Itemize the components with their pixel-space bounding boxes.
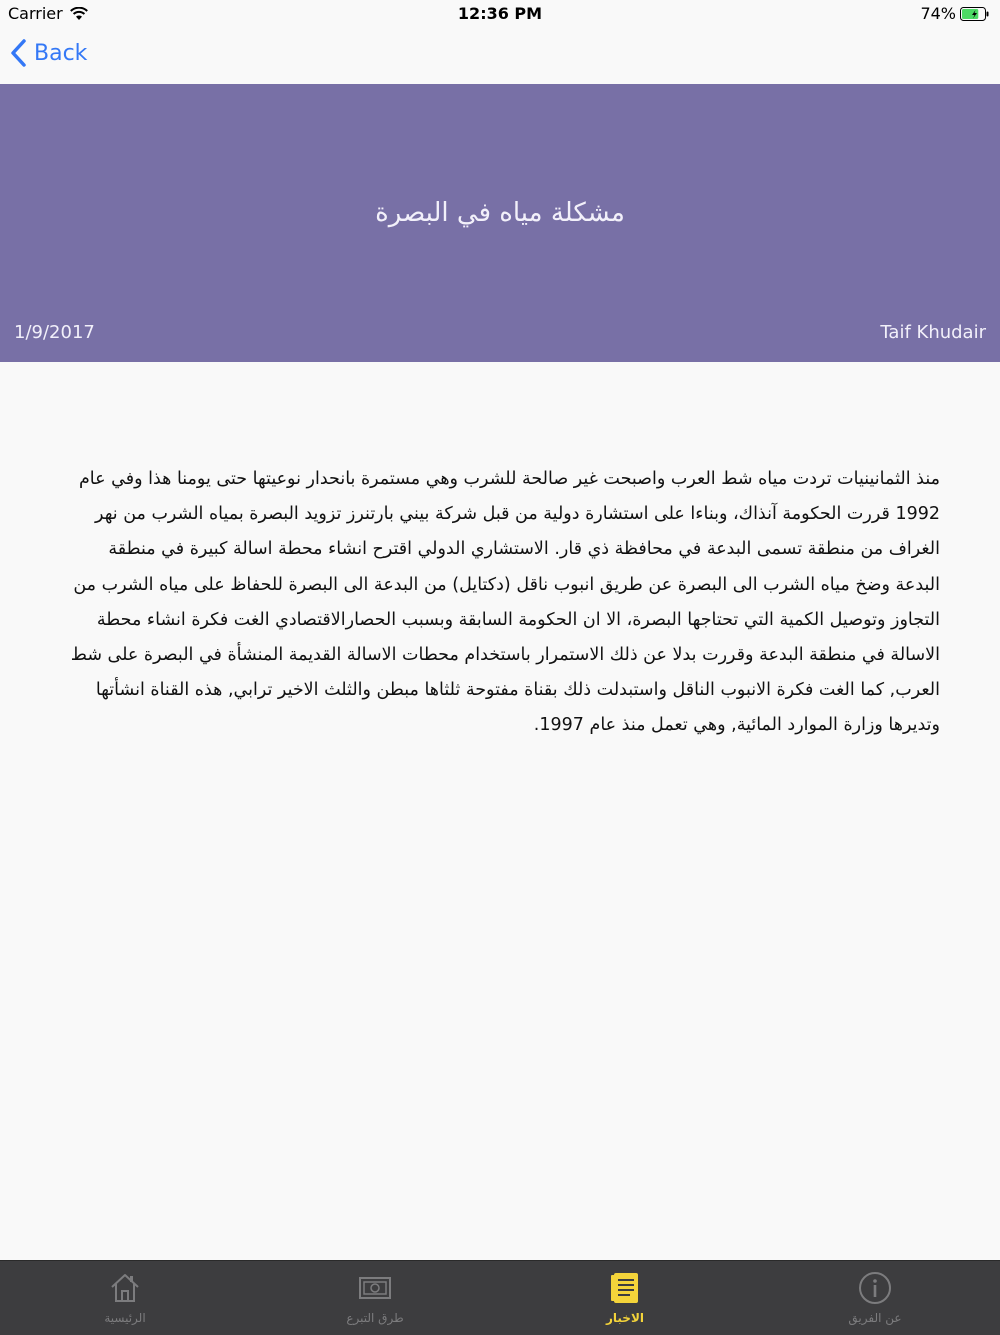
article-body: منذ الثمانينيات تردت مياه شط العرب واصبحت غير صالحة للشرب وهي مستمرة بانحدار نوعيتها حتى يومنا هذا وفي عام 1992 قررت الحكومة آنذاك، وبناءا على استشارة دولية من قبل شركة بيني بارتنرز تزويد البصرة بمياه الشرب من نهر الغراف من منطقة تسمى البدعة في محافظة ذي قار. الاستشاري الدولي اقترح انشاء محطة اسالة كبيرة في منطقة البدعة وضخ مياه الشرب الى البصرة عن طريق انبوب ناقل (دكتايل) من البدعة الى البصرة للحفاظ على مياه الشرب من التجاوز وتوصيل الكمية التي تحتاجها البصرة، الا ان الحكومة السابقة وبسبب الحصارالاقتصادي الغت فكرة انشاء محطة الاسالة في منطقة البدعة وقررت بدلا عن ذلك الاستمرار باستخدام محطات الاسالة القديمة المنشأة في البصرة على شط العرب, كما الغت فكرة الانبوب الناقل واستبدلت ذلك بقناة مفتوحة ثلثاها مبطن والثلث الاخير ترابي, هذه القناة انشأتها وتديرها وزارة الموارد المائية, وهي تعمل منذ عام 1997. xyxy=(70,469,940,736)
tab-news[interactable] xyxy=(500,1261,750,1335)
tab-about[interactable] xyxy=(750,1261,1000,1335)
home-icon xyxy=(108,1271,142,1305)
money-icon xyxy=(358,1271,392,1305)
tab-bar xyxy=(0,1260,1000,1335)
chevron-left-icon xyxy=(10,38,28,68)
tab-donation[interactable] xyxy=(250,1261,500,1335)
news-icon xyxy=(608,1271,642,1305)
article-author: Taif Khudair xyxy=(880,322,986,343)
back-button[interactable] xyxy=(10,38,87,68)
article-header xyxy=(0,84,1000,362)
carrier-label: Carrier xyxy=(8,4,63,23)
navigation-bar xyxy=(0,28,1000,84)
tab-donation-label: طرق التبرع xyxy=(346,1311,404,1325)
battery-icon xyxy=(960,7,990,21)
tab-about-label: عن الفريق xyxy=(848,1311,902,1325)
back-label: Back xyxy=(34,40,88,66)
tab-home[interactable] xyxy=(0,1261,250,1335)
tab-home-label: الرئيسية xyxy=(104,1311,146,1325)
info-icon xyxy=(858,1271,892,1305)
article-title: مشكلة مياه في البصرة xyxy=(375,198,625,228)
article-date: 1/9/2017 xyxy=(14,322,95,343)
status-battery xyxy=(920,4,990,23)
battery-percent: 74% xyxy=(920,4,956,23)
status-bar xyxy=(0,0,1000,28)
tab-news-label: الاخبار xyxy=(605,1311,644,1325)
status-time: 12:36 PM xyxy=(457,4,543,23)
